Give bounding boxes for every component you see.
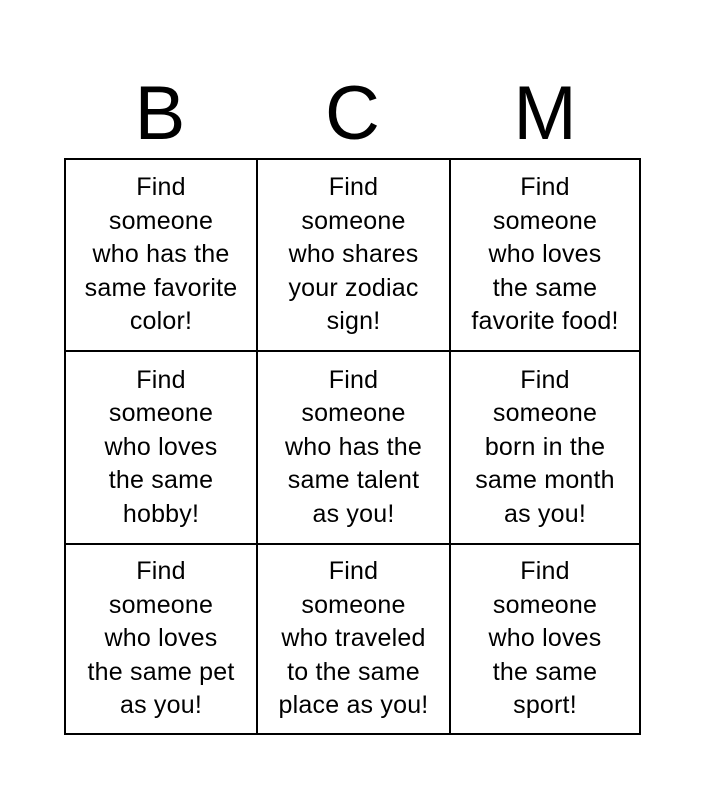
bingo-cell-text: Find someone who loves the same sport! <box>488 557 602 720</box>
bingo-cell-text: Find someone who traveled to the same place as you! <box>278 557 429 720</box>
bingo-cell-text: Find someone who loves the same favorite food! <box>471 173 619 336</box>
bingo-cell <box>258 545 451 733</box>
bingo-cell-text: Find someone who has the same talent as you! <box>284 365 422 528</box>
bingo-cell <box>451 352 639 545</box>
bingo-cell <box>451 545 639 733</box>
bingo-cell <box>66 352 258 545</box>
bingo-cell-text: Find someone who shares your zodiac sign! <box>288 173 419 336</box>
bingo-board <box>64 158 641 735</box>
header-letter-b: B <box>134 71 186 156</box>
bingo-header <box>64 70 641 158</box>
header-letter-m: M <box>513 71 577 156</box>
bingo-cell-text: Find someone who loves the same hobby! <box>104 365 218 528</box>
bingo-cell <box>258 160 451 352</box>
bingo-cell-text: Find someone born in the same month as you! <box>475 365 615 528</box>
bingo-cell <box>258 352 451 545</box>
header-letter-c: C <box>325 71 380 156</box>
bingo-cell <box>66 545 258 733</box>
bingo-cell-text: Find someone who has the same favorite color! <box>84 173 238 336</box>
bingo-cell-text: Find someone who loves the same pet as you! <box>87 557 235 720</box>
bingo-cell <box>451 160 639 352</box>
bingo-cell <box>66 160 258 352</box>
